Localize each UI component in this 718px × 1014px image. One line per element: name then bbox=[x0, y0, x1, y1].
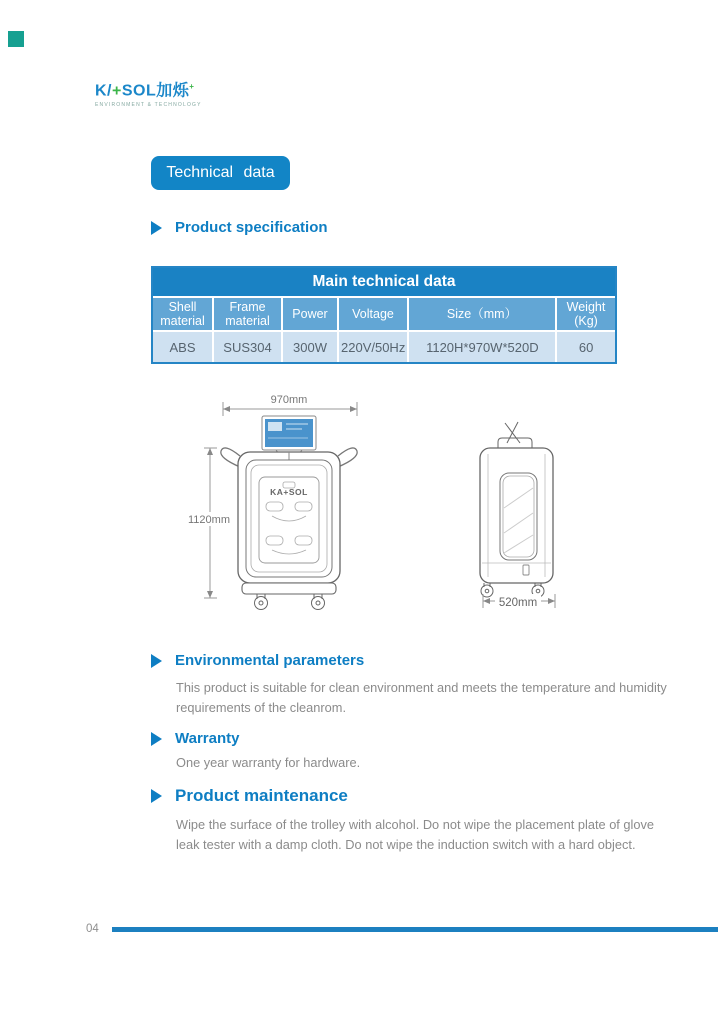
table-cell: 220V/50Hz bbox=[339, 332, 407, 362]
maintenance-text: Wipe the surface of the trolley with alcohol. Do not wipe the placement plate of glove leak tester with a damp cloth. Do not wipe the induction switch with a hard object. bbox=[176, 817, 655, 853]
environmental-parameters-text: This product is suitable for clean environment and meets the temperature and humidity requirements of the cleanrom. bbox=[176, 680, 667, 716]
side-view-drawing bbox=[452, 413, 578, 615]
front-height-dimension: 1120mm bbox=[188, 514, 230, 526]
logo-wordmark bbox=[95, 78, 202, 100]
section-heading-label: Warranty bbox=[175, 730, 240, 747]
section-heading-label: Environmental parameters bbox=[175, 652, 365, 669]
table-cell: 1120H*970W*520D bbox=[409, 332, 555, 362]
brand-logo bbox=[95, 78, 202, 108]
table-cell: 60 bbox=[557, 332, 615, 362]
front-body-logo: KA+SOL bbox=[270, 487, 308, 497]
footer-divider-line bbox=[112, 927, 718, 932]
front-view-drawing bbox=[188, 390, 380, 616]
logo-plus: + bbox=[112, 82, 122, 100]
main-technical-data-table bbox=[151, 266, 617, 364]
logo-text-k: K/ bbox=[95, 82, 112, 100]
table-col-header: Size（mm） bbox=[409, 298, 555, 330]
triangle-bullet-icon bbox=[151, 732, 162, 746]
front-width-dimension: 970mm bbox=[270, 394, 308, 406]
logo-text-sol: SOL bbox=[121, 82, 157, 100]
section-heading-warranty bbox=[151, 730, 239, 747]
warranty-text: One year warranty for hardware. bbox=[176, 755, 361, 770]
technical-data-badge: Technical data bbox=[151, 156, 290, 190]
table-col-header: Power bbox=[283, 298, 337, 330]
side-depth-dimension: 520mm bbox=[498, 597, 538, 609]
section-heading-environmental-parameters bbox=[151, 652, 364, 669]
table-cell: 300W bbox=[283, 332, 337, 362]
triangle-bullet-icon bbox=[151, 789, 162, 803]
table-col-header: Frame material bbox=[214, 298, 281, 330]
table-col-header: Shell material bbox=[153, 298, 212, 330]
table-col-header: Voltage bbox=[339, 298, 407, 330]
table-cell: ABS bbox=[153, 332, 212, 362]
table-header-row bbox=[153, 298, 615, 330]
section-heading-product-maintenance bbox=[151, 786, 348, 806]
logo-tagline: ENVIRONMENT & TECHNOLOGY bbox=[95, 102, 202, 109]
triangle-bullet-icon bbox=[151, 654, 162, 668]
table-cell: SUS304 bbox=[214, 332, 281, 362]
table-title: Main technical data bbox=[153, 268, 615, 296]
section-heading-product-specification bbox=[151, 219, 328, 236]
logo-text-cn: 加烁 bbox=[156, 82, 190, 100]
section-heading-label: Product maintenance bbox=[175, 786, 348, 805]
corner-decoration bbox=[8, 31, 24, 47]
logo-superscript: + bbox=[189, 82, 195, 91]
page-number: 04 bbox=[86, 923, 99, 935]
triangle-bullet-icon bbox=[151, 221, 162, 235]
table-col-header: Weight (Kg) bbox=[557, 298, 615, 330]
section-heading-label: Product specification bbox=[175, 219, 328, 236]
table-value-row bbox=[153, 332, 615, 362]
